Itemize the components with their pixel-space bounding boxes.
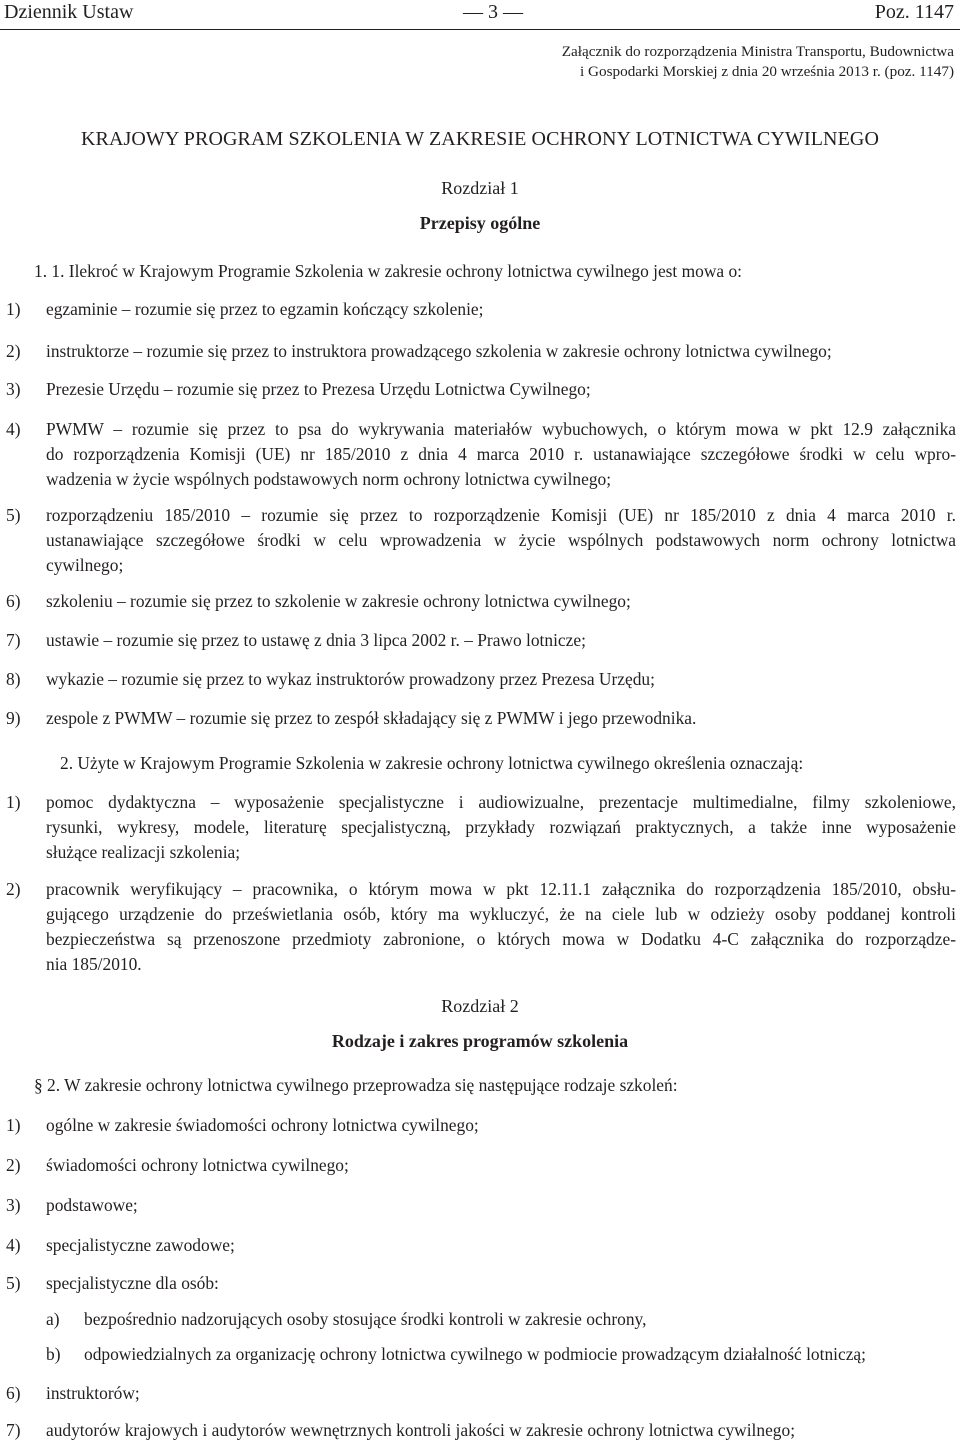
item-text: wykazie – rozumie się przez to wykaz instruktorów prowadzony przez Prezesa Urzędu; — [46, 669, 655, 689]
item-number: 1) — [6, 1115, 21, 1135]
chapter-label: Rozdział 2 — [441, 996, 519, 1016]
item-text: egzaminie – rozumie się przez to egzamin kończący szkolenie; — [46, 299, 484, 319]
item-text: ustawie – rozumie się przez to ustawę z dnia 3 lipca 2002 r. – Prawo lotnicze; — [46, 630, 586, 650]
item-text: instruktorów; — [46, 1383, 140, 1403]
item-number: 8) — [6, 669, 21, 689]
item-number: 7) — [6, 630, 21, 650]
item-number: 2) — [6, 341, 21, 361]
item-text: odpowiedzialnych za organizację ochrony lotnictwa cywilnego w podmiocie prowadzącym działalność lotniczą; — [84, 1344, 866, 1364]
chapter-title: Przepisy ogólne — [419, 213, 541, 233]
item-text: specjalistyczne zawodowe; — [46, 1235, 235, 1255]
item-text: podstawowe; — [46, 1195, 138, 1215]
item-text: specjalistyczne dla osób: — [46, 1273, 219, 1293]
item-text: służące realizacji szkolenia; — [46, 842, 241, 862]
item-text: instruktorze – rozumie się przez to instruktora prowadzącego szkolenia w zakresie ochrony lotnictwa cywilnego; — [46, 341, 832, 361]
item-number: 2) — [6, 1155, 21, 1175]
item-letter: b) — [46, 1344, 61, 1364]
item-number: 3) — [6, 379, 21, 399]
paragraph-intro: § 2. W zakresie ochrony lotnictwa cywilnego przeprowadza się następujące rodzaje szkoleń: — [34, 1075, 678, 1095]
item-number: 4) — [6, 419, 21, 439]
position-number: Poz. 1147 — [874, 1, 954, 23]
item-letter: a) — [46, 1309, 60, 1329]
item-number: 6) — [6, 591, 21, 611]
item-number: 3) — [6, 1195, 21, 1215]
item-number: 1) — [6, 299, 21, 319]
item-text: do rozporządzenia Komisji (UE) nr 185/2010 z dnia 4 marca 2010 r. ustanawiające szczegółowe środki w celu wpro- — [46, 444, 956, 464]
journal-name: Dziennik Ustaw — [4, 1, 134, 23]
annex-note — [434, 42, 954, 82]
item-text: rozporządzeniu 185/2010 – rozumie się przez to rozporządzenie Komisji (UE) nr 185/2010 z dnia 4 marca 2010 r. — [46, 505, 956, 525]
item-text: bezpieczeństwa są przenoszone przedmioty zabronione, o których mowa w Dodatku 4-C załącznika do rozporządze- — [46, 929, 956, 949]
item-text: świadomości ochrony lotnictwa cywilnego; — [46, 1155, 349, 1175]
item-number: 6) — [6, 1383, 21, 1403]
page-header — [0, 0, 960, 30]
item-text: zespole z PWMW – rozumie się przez to zespół składający się z PWMW i jego przewodnika. — [46, 708, 697, 728]
paragraph-intro: 2. Użyte w Krajowym Programie Szkolenia w zakresie ochrony lotnictwa cywilnego określenia oznaczają: — [60, 753, 804, 773]
annex-line: Załącznik do rozporządzenia Ministra Transportu, Budownictwa — [561, 43, 954, 60]
item-text: rysunki, wykresy, modele, literaturę specjalistyczną, przykłady rozwiązań praktycznych, a także inne wyposażenie — [46, 817, 956, 837]
item-number: 2) — [6, 879, 21, 899]
item-text: cywilnego; — [46, 555, 124, 575]
annex-line: i Gospodarki Morskiej z dnia 20 września 2013 r. (poz. 1147) — [580, 63, 954, 80]
page-number: — 3 — — [463, 1, 523, 23]
paragraph-intro: 1. 1. Ilekroć w Krajowym Programie Szkolenia w zakresie ochrony lotnictwa cywilnego jest mowa o: — [34, 261, 742, 281]
item-number: 5) — [6, 505, 21, 525]
document-title: KRAJOWY PROGRAM SZKOLENIA W ZAKRESIE OCHRONY LOTNICTWA CYWILNEGO — [80, 128, 880, 150]
item-text: gującego urządzenie do prześwietlania osób, który ma wykluczyć, że na ciele lub w odzieży osoby poddanej kontroli — [46, 904, 956, 924]
item-text: audytorów krajowych i audytorów wewnętrznych kontroli jakości w zakresie ochrony lotnictwa cywilnego; — [46, 1420, 796, 1440]
item-text: pracownik weryfikujący – pracownika, o którym mowa w pkt 12.11.1 załącznika do rozporządzenia 185/2010, obsłu- — [46, 879, 956, 899]
chapter-title: Rodzaje i zakres programów szkolenia — [331, 1031, 629, 1051]
item-number: 5) — [6, 1273, 21, 1293]
item-text: PWMW – rozumie się przez to psa do wykrywania materiałów wybuchowych, o którym mowa w pkt 12.9 załącznika — [46, 419, 956, 439]
item-text: wadzenia w życie wspólnych podstawowych norm ochrony lotnictwa cywilnego; — [46, 469, 612, 489]
item-number: 4) — [6, 1235, 21, 1255]
item-text: Prezesie Urzędu – rozumie się przez to Prezesa Urzędu Lotnictwa Cywilnego; — [46, 379, 591, 399]
item-text: bezpośrednio nadzorujących osoby stosujące środki kontroli w zakresie ochrony, — [84, 1309, 647, 1329]
item-number: 7) — [6, 1420, 21, 1440]
item-number: 9) — [6, 708, 21, 728]
item-text: pomoc dydaktyczna – wyposażenie specjalistyczne i audiowizualne, prezentacje multimedialne, filmy szkoleniowe, — [46, 792, 956, 812]
item-text: szkoleniu – rozumie się przez to szkolenie w zakresie ochrony lotnictwa cywilnego; — [46, 591, 631, 611]
item-text: ogólne w zakresie świadomości ochrony lotnictwa cywilnego; — [46, 1115, 479, 1135]
item-text: nia 185/2010. — [46, 954, 142, 974]
item-text: ustanawiające szczegółowe środki w celu wprowadzenia w życie wspólnych podstawowych norm ochrony lotnictwa — [46, 530, 956, 550]
chapter-label: Rozdział 1 — [441, 178, 519, 198]
item-number: 1) — [6, 792, 21, 812]
